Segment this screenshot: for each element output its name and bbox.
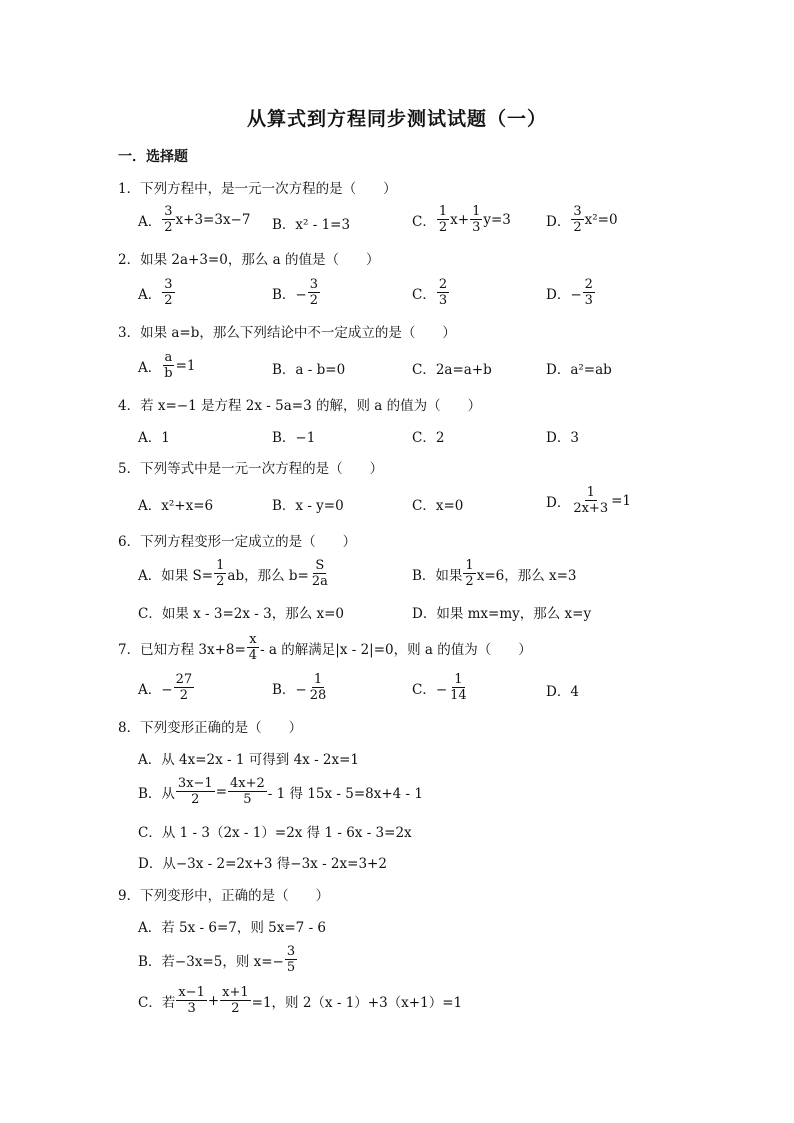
question-7-stem: 7．已知方程 3x+8= $\frac{x}{4}$ - a 的解满足|x - 2|=0，则 a 的值为（ ） xyxy=(118,632,532,663)
question-8-stem: 8．下列变形正确的是（ ） xyxy=(118,720,303,736)
question-5-option-a[interactable]: A．x²+x=6 xyxy=(138,498,214,514)
question-1-option-b[interactable]: B．x² - 1=3 xyxy=(272,217,351,233)
question-6-option-b[interactable]: B．如果 $\frac{1}{2}$ x=6，那么 x=3 xyxy=(412,558,577,589)
question-7-option-b[interactable]: B．− $\frac{1}{28}$ xyxy=(272,672,327,703)
question-5-option-b[interactable]: B．x - y=0 xyxy=(272,498,344,514)
section-heading: 一．选择题 xyxy=(118,149,188,165)
question-2-stem: 2．如果 2a+3=0，那么 a 的值是（ ） xyxy=(118,252,380,268)
question-5-option-d[interactable]: D． $\frac{1}{2x+3}$ =1 xyxy=(546,485,632,516)
fraction: $\frac{x+1}{2}$ xyxy=(222,985,249,1016)
question-8-option-c[interactable]: C．从 1 - 3（2x - 1）=2x 得 1 - 6x - 3=2x xyxy=(138,825,412,841)
fraction: $\frac{1}{14}$ xyxy=(450,672,467,703)
question-2-option-b[interactable]: B．− $\frac{3}{2}$ xyxy=(272,277,319,308)
fraction: $\frac{1}{2}$ xyxy=(465,558,474,589)
question-1-option-c[interactable]: C． $\frac{1}{2}$ x+ $\frac{1}{3}$ y=3 xyxy=(412,204,511,235)
fraction: $\frac{3x-1}{2}$ xyxy=(177,776,213,807)
fraction: $\frac{3}{2}$ xyxy=(573,204,582,235)
question-9-option-a[interactable]: A．若 5x - 6=7，则 5x=7 - 6 xyxy=(138,920,327,936)
question-7-option-c[interactable]: C．− $\frac{1}{14}$ xyxy=(412,672,467,703)
question-2-option-a[interactable]: A． $\frac{3}{2}$ xyxy=(138,277,173,308)
question-4-option-d[interactable]: D．3 xyxy=(546,430,579,446)
fraction: $\frac{x-1}{3}$ xyxy=(178,985,205,1016)
fraction: $\frac{S}{2a}$ xyxy=(311,558,328,589)
fraction: $\frac{1}{3}$ xyxy=(472,204,481,235)
question-3-stem: 3．如果 a=b，那么下列结论中不一定成立的是（ ） xyxy=(118,325,456,341)
fraction: $\frac{1}{2}$ xyxy=(216,558,225,589)
question-9-stem: 9．下列变形中，正确的是（ ） xyxy=(118,888,330,904)
question-1-option-d[interactable]: D． $\frac{3}{2}$ x²=0 xyxy=(546,204,618,235)
question-5-option-c[interactable]: C．x=0 xyxy=(412,498,464,514)
fraction: $\frac{3}{2}$ xyxy=(164,204,173,235)
question-8-option-b[interactable]: B．从 $\frac{3x-1}{2}$ = $\frac{4x+2}{5}$ - 1 得 15x - 5=8x+4 - 1 xyxy=(138,776,423,807)
question-6-option-d[interactable]: D．如果 mx=my，那么 x=y xyxy=(412,606,592,622)
question-3-option-c[interactable]: C．2a=a+b xyxy=(412,362,492,378)
question-2-option-c[interactable]: C． $\frac{2}{3}$ xyxy=(412,277,448,308)
question-4-option-c[interactable]: C．2 xyxy=(412,430,445,446)
fraction: $\frac{1}{28}$ xyxy=(309,672,327,703)
question-6-option-c[interactable]: C．如果 x - 3=2x - 3，那么 x=0 xyxy=(138,606,345,622)
question-5-stem: 5．下列等式中是一元一次方程的是（ ） xyxy=(118,461,384,477)
fraction: $\frac{2}{3}$ xyxy=(584,277,593,308)
question-3-option-d[interactable]: D．a²=ab xyxy=(546,362,612,378)
question-8-option-d[interactable]: D．从−3x - 2=2x+3 得−3x - 2x=3+2 xyxy=(138,856,387,872)
page-title: 从算式到方程同步测试试题（一） xyxy=(246,108,547,130)
question-7-option-a[interactable]: A．− $\frac{27}{2}$ xyxy=(138,672,193,703)
fraction: $\frac{27}{2}$ xyxy=(175,672,193,703)
question-6-option-a[interactable]: A．如果 S= $\frac{1}{2}$ ab，那么 b= $\frac{S}{2a}$ xyxy=(138,558,328,589)
question-4-option-a[interactable]: A．1 xyxy=(138,430,170,446)
question-2-option-d[interactable]: D．− $\frac{2}{3}$ xyxy=(546,277,593,308)
fraction: $\frac{4x+2}{5}$ xyxy=(230,776,265,807)
question-3-option-b[interactable]: B．a - b=0 xyxy=(272,362,346,378)
fraction: $\frac{1}{2x+3}$ xyxy=(573,485,609,516)
question-4-option-b[interactable]: B．−1 xyxy=(272,430,316,446)
question-9-option-c[interactable]: C．若 $\frac{x-1}{3}$ + $\frac{x+1}{2}$ =1，则 2（x - 1）+3（x+1）=1 xyxy=(138,985,463,1016)
fraction: $\frac{a}{b}$ xyxy=(164,350,173,381)
fraction: $\frac{3}{2}$ xyxy=(309,277,319,308)
question-7-option-d[interactable]: D．4 xyxy=(546,684,579,700)
question-1-option-a[interactable]: A． $\frac{3}{2}$ x+3=3x−7 xyxy=(138,204,251,235)
fraction: $\frac{1}{2}$ xyxy=(438,204,448,235)
question-4-stem: 4．若 x=−1 是方程 2x - 5a=3 的解，则 a 的值为（ ） xyxy=(118,398,482,414)
fraction: $\frac{3}{5}$ xyxy=(286,944,296,975)
question-3-option-a[interactable]: A． $\frac{a}{b}$ =1 xyxy=(138,350,196,381)
fraction: $\frac{3}{2}$ xyxy=(164,277,173,308)
fraction: $\frac{x}{4}$ xyxy=(248,632,258,663)
question-8-option-a[interactable]: A．从 4x=2x - 1 可得到 4x - 2x=1 xyxy=(138,752,360,768)
fraction: $\frac{2}{3}$ xyxy=(438,277,448,308)
question-6-stem: 6．下列方程变形一定成立的是（ ） xyxy=(118,534,357,550)
question-9-option-b[interactable]: B．若−3x=5，则 x=− $\frac{3}{5}$ xyxy=(138,944,296,975)
question-1-stem: 1．下列方程中，是一元一次方程的是（ ） xyxy=(118,181,397,197)
